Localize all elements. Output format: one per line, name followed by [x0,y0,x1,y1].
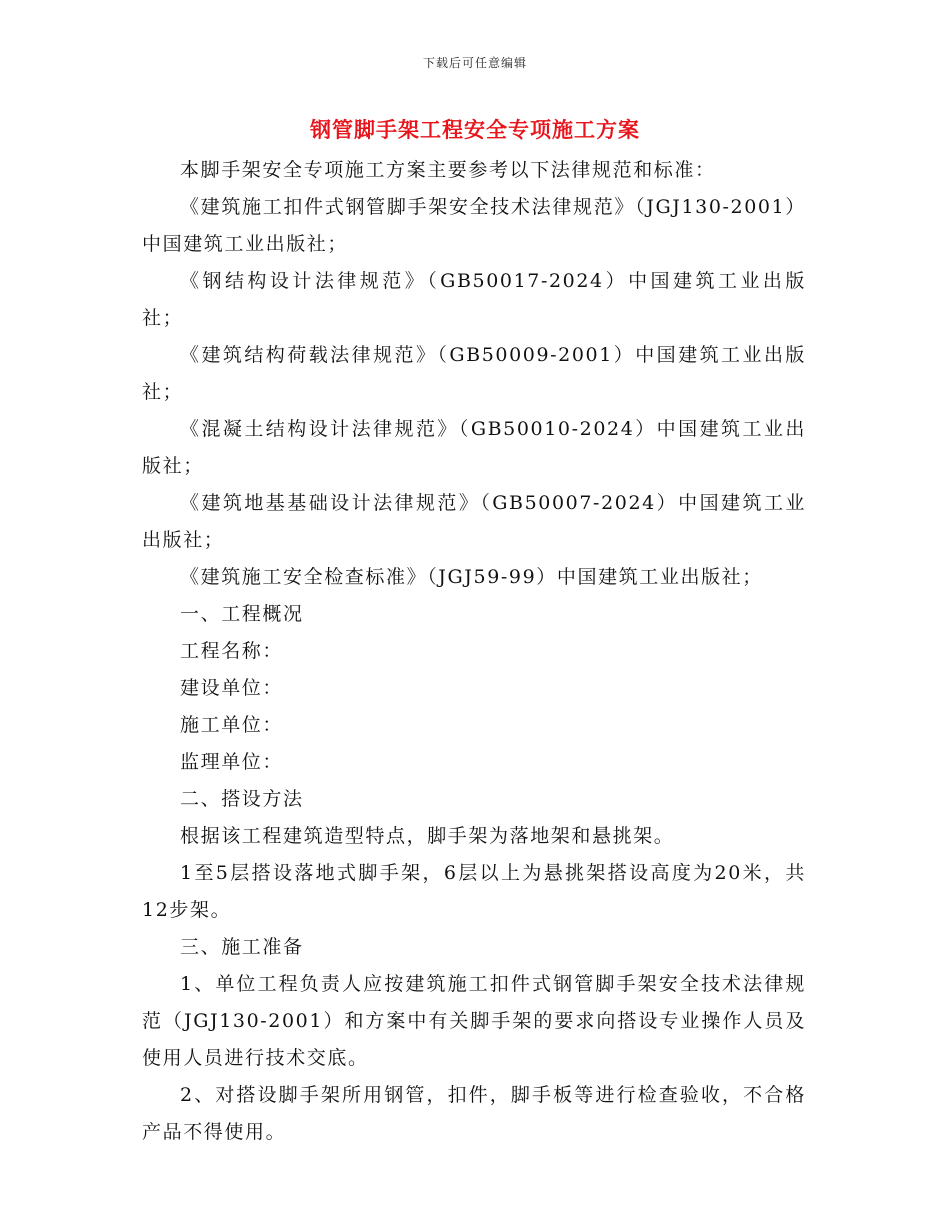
paragraph-reference: 《建筑地基基础设计法律规范》（GB50007-2024）中国建筑工业出版社； [142,492,806,551]
paragraph-reference: 《钢结构设计法律规范》（GB50017-2024）中国建筑工业出版社； [142,270,806,329]
page-header-note: 下载后可任意编辑 [422,56,527,70]
body-paragraph: 1至5层搭设落地式脚手架，6层以上为悬挑架搭设高度为20米，共12步架。 [142,862,806,921]
section-heading: 二、搭设方法 [180,788,304,810]
body-paragraph: 2、对搭设脚手架所用钢管，扣件，脚手板等进行检查验收，不合格产品不得使用。 [142,1084,806,1143]
field-supervision-unit: 监理单位： [180,751,284,773]
body-paragraph: 1、单位工程负责人应按建筑施工扣件式钢管脚手架安全技术法律规范（JGJ130-2001）和方案中有关脚手架的要求向搭设专业操作人员及使用人员进行技术交底。 [142,973,806,1069]
paragraph-reference: 《建筑结构荷载法律规范》（GB50009-2001）中国建筑工业出版社； [142,344,806,403]
paragraph-reference: 《混凝土结构设计法律规范》（GB50010-2024）中国建筑工业出版社； [142,418,806,477]
body-paragraph: 根据该工程建筑造型特点，脚手架为落地架和悬挑架。 [180,825,675,847]
field-owner-unit: 建设单位： [180,677,284,699]
paragraph-intro: 本脚手架安全专项施工方案主要参考以下法律规范和标准： [180,159,716,181]
field-project-name: 工程名称： [180,640,284,662]
paragraph-reference: 《建筑施工扣件式钢管脚手架安全技术法律规范》（JGJ130-2001）中国建筑工业出版社； [142,196,806,255]
document-body [142,152,806,1151]
section-heading: 三、施工准备 [180,936,304,958]
paragraph-reference: 《建筑施工安全检查标准》（JGJ59-99）中国建筑工业出版社； [180,566,763,588]
field-construction-unit: 施工单位： [180,714,284,736]
section-heading: 一、工程概况 [180,603,304,625]
document-title: 钢管脚手架工程安全专项施工方案 [310,117,640,142]
